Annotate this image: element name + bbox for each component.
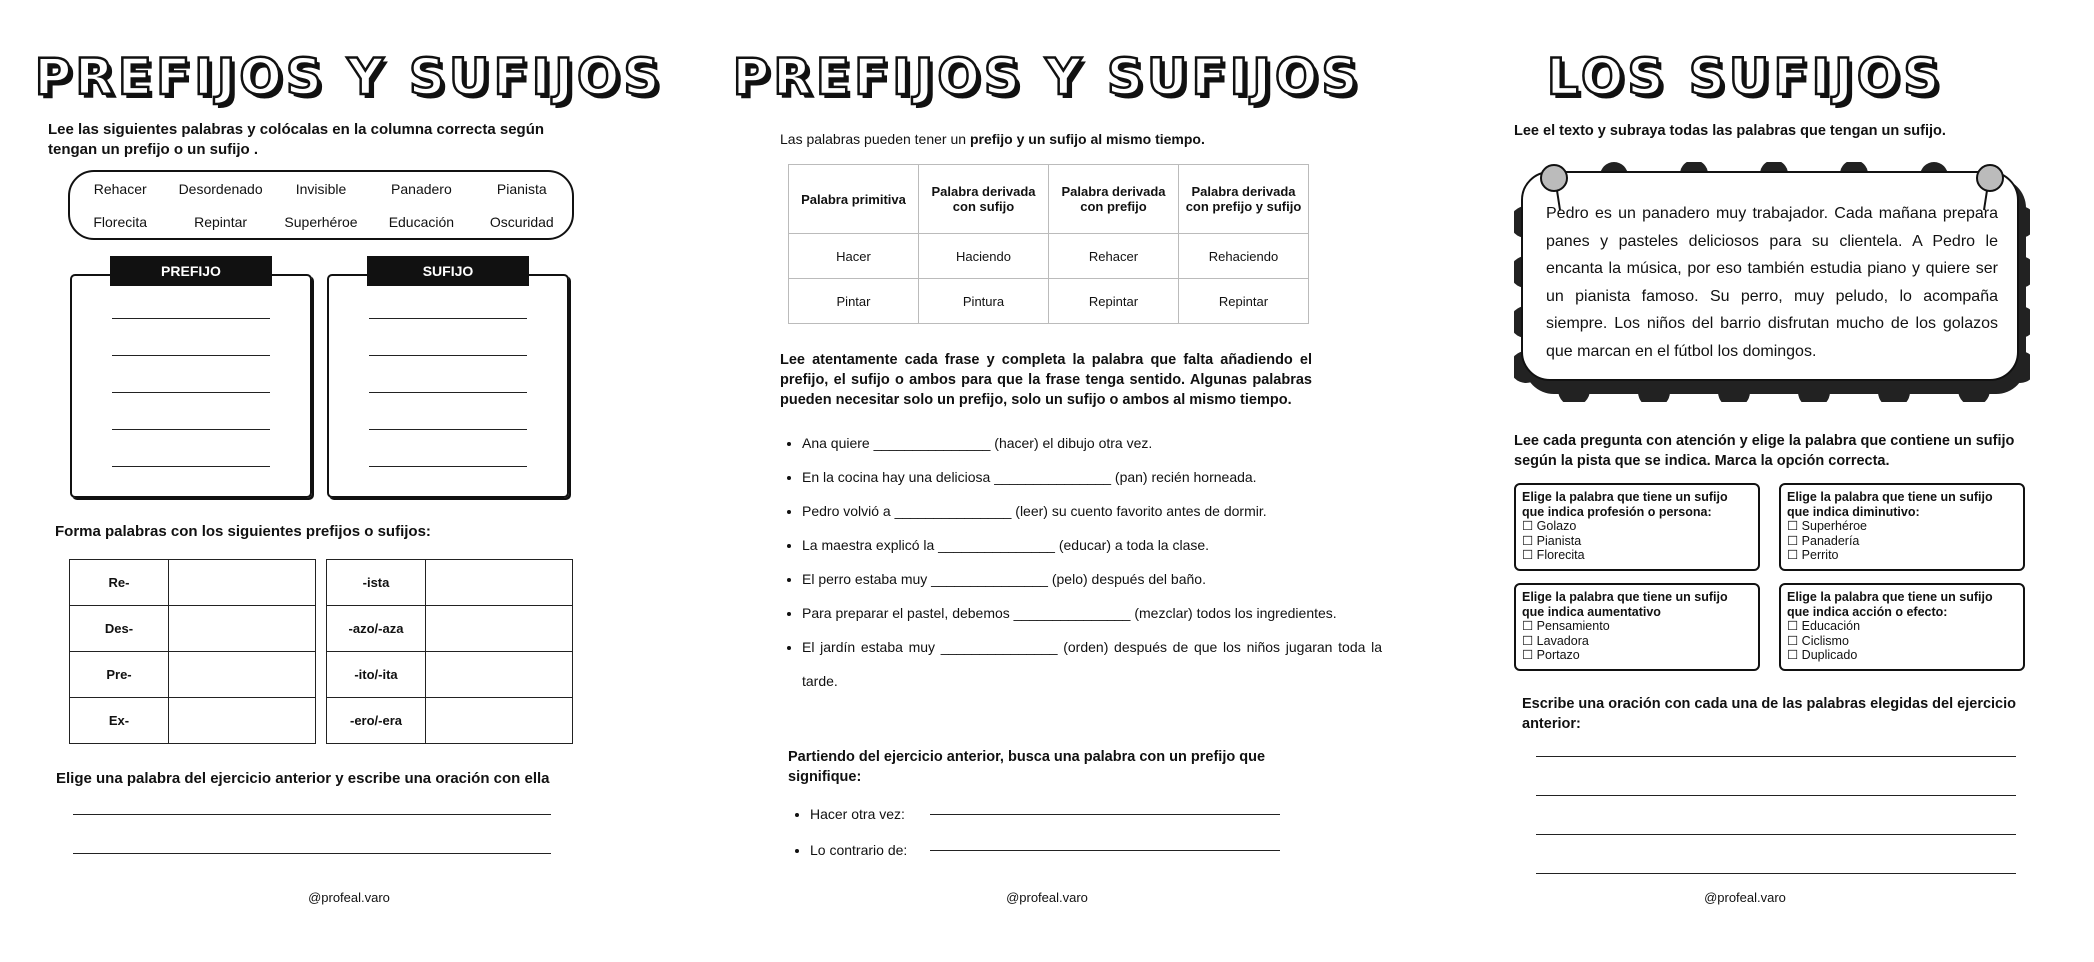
column-header: Palabra derivada con prefijo y sufijo: [1179, 165, 1309, 234]
column-header: Palabra derivada con sufijo: [919, 165, 1049, 234]
table-row: [789, 234, 1309, 279]
answer-line[interactable]: [369, 392, 527, 393]
instruction-classify: Lee las siguientes palabras y colócalas en la columna correcta según tengan un prefijo o un sufijo .: [48, 121, 545, 158]
option-checkbox[interactable]: ☐ Superhéroe: [1787, 519, 1868, 533]
suffix-cell: -ito/-ita: [327, 652, 426, 698]
instruction-write-sentences: Escribe una oración con cada una de las palabras elegidas del ejercicio anterior:: [1522, 696, 2017, 732]
page-title: PREFIJOS Y SUFIJOS: [732, 48, 1362, 106]
instruction-complete: Lee atentamente cada frase y completa la palabra que falta añadiendo el prefijo, el sufijo o ambos para que la frase tenga sentido. Algunas palabras pueden necesitar solo un prefijo, solo un sufijo o ambos al mismo tiempo.: [780, 352, 1312, 408]
sentence-item[interactable]: • En la cocina hay una deliciosa _______________ (pan) recién horneada.: [802, 460, 1382, 494]
question-text: Elige la palabra que tiene un sufijo que indica diminutivo:: [1787, 490, 1993, 519]
instruction-write-sentence: Elige una palabra del ejercicio anterior y escribe una oración con ella: [56, 770, 550, 787]
worksheet-page-3: [1396, 0, 2094, 962]
suffix-table: [326, 559, 573, 744]
answer-line[interactable]: [930, 850, 1280, 851]
prefix-cell: Ex-: [70, 698, 169, 744]
table-cell: Rehacer: [1049, 234, 1179, 279]
answer-line[interactable]: [112, 318, 270, 319]
page-title: PREFIJOS Y SUFIJOS: [34, 48, 664, 106]
suffix-column: [327, 263, 569, 498]
column-header: Palabra primitiva: [789, 165, 919, 234]
prefix-cell: Pre-: [70, 652, 169, 698]
answer-line[interactable]: [369, 429, 527, 430]
footer-credit: @profeal.varo: [1006, 890, 1088, 905]
hint-item: [810, 796, 1410, 832]
question-text: Elige la palabra que tiene un sufijo que indica acción o efecto:: [1787, 590, 1993, 619]
instruction-underline: Lee el texto y subraya todas las palabras que tengan un sufijo.: [1514, 123, 1946, 139]
suffix-cell: -ero/-era: [327, 698, 426, 744]
answer-cell[interactable]: [426, 698, 573, 744]
prefix-cell: Des-: [70, 606, 169, 652]
prefix-cell: Re-: [70, 560, 169, 606]
table-row: [789, 279, 1309, 324]
question-card: [1779, 583, 2025, 671]
table-cell: Haciendo: [919, 234, 1049, 279]
question-text: Elige la palabra que tiene un sufijo que indica aumentativo: [1522, 590, 1728, 619]
writing-line[interactable]: [1536, 756, 2016, 757]
footer-credit: @profeal.varo: [308, 890, 390, 905]
option-checkbox[interactable]: ☐ Pianista: [1522, 533, 1582, 548]
writing-line[interactable]: [1536, 873, 2016, 874]
hint-label: Lo contrario de:: [810, 842, 908, 858]
answer-cell[interactable]: [169, 698, 316, 744]
page-title: LOS SUFIJOS: [1546, 48, 1944, 106]
table-cell: Hacer: [789, 234, 919, 279]
footer-credit: @profeal.varo: [1704, 890, 1786, 905]
option-checkbox[interactable]: ☐ Ciclismo: [1787, 633, 1849, 648]
option-checkbox[interactable]: ☐ Duplicado: [1787, 648, 1858, 662]
sentence-item[interactable]: • Pedro volvió a _______________ (leer) su cuento favorito antes de dormir.: [802, 494, 1382, 528]
answer-line[interactable]: [369, 318, 527, 319]
instruction-form-words: Forma palabras con los siguientes prefijos o sufijos:: [55, 523, 431, 540]
option-checkbox[interactable]: ☐ Pensamiento: [1522, 619, 1610, 633]
option-checkbox[interactable]: ☐ Educación: [1787, 619, 1861, 633]
intro-text: [780, 131, 1205, 147]
answer-cell[interactable]: [169, 560, 316, 606]
sentence-item[interactable]: • Para preparar el pastel, debemos _______________ (mezclar) todos los ingredientes.: [802, 596, 1382, 630]
prefix-column-label: PREFIJO: [110, 256, 272, 286]
answer-line[interactable]: [112, 429, 270, 430]
word-bank-item: Invisible: [295, 180, 347, 197]
table-cell: Rehaciendo: [1179, 234, 1309, 279]
question-text: Elige la palabra que tiene un sufijo que indica profesión o persona:: [1522, 490, 1728, 519]
hint-label: Hacer otra vez:: [810, 806, 905, 822]
answer-line[interactable]: [112, 355, 270, 356]
answer-cell[interactable]: [426, 560, 573, 606]
hint-item: [810, 832, 1410, 868]
intro-bold: prefijo y un sufijo al mismo tiempo.: [969, 131, 1205, 147]
hint-list: [792, 796, 1410, 868]
option-checkbox[interactable]: ☐ Panadería: [1787, 533, 1860, 548]
answer-cell[interactable]: [426, 652, 573, 698]
table-cell: Repintar: [1179, 279, 1309, 324]
instruction-find-prefix: Partiendo del ejercicio anterior, busca una palabra con un prefijo que signifique:: [788, 749, 1266, 785]
option-checkbox[interactable]: ☐ Perrito: [1787, 548, 1839, 562]
word-bank-item: Desordenado: [178, 180, 263, 197]
answer-line[interactable]: [112, 392, 270, 393]
word-bank-item: Panadero: [391, 180, 452, 197]
sentence-item[interactable]: • La maestra explicó la _______________ (educar) a toda la clase.: [802, 528, 1382, 562]
answer-cell[interactable]: [169, 606, 316, 652]
writing-line[interactable]: [1536, 795, 2016, 796]
prefix-column: [70, 263, 312, 498]
word-bank-item: Oscuridad: [489, 213, 554, 230]
table-cell: Pintar: [789, 279, 919, 324]
question-card: [1514, 483, 1760, 571]
intro-plain: Las palabras pueden tener un: [780, 131, 970, 147]
worksheet-page-2: [698, 0, 1396, 962]
sentence-list: [784, 426, 1382, 698]
question-card: [1514, 583, 1760, 671]
story-text: Pedro es un panadero muy trabajador. Cada mañana prepara panes y pasteles deliciosos para su clientela. A Pedro le encanta la música, por eso también estudia piano y quiere ser un pianista famoso. Su perro, muy peludo, lo acompaña siempre. Los niños del barrio disfrutan mucho de los golazos que marcan en el fútbol los domingos.: [1546, 205, 1998, 360]
answer-line[interactable]: [930, 814, 1280, 815]
writing-line[interactable]: [73, 814, 551, 815]
word-bank-item: Superhéroe: [284, 213, 358, 230]
answer-cell[interactable]: [169, 652, 316, 698]
word-bank-item: Repintar: [194, 213, 248, 230]
suffix-column-label: SUFIJO: [367, 256, 529, 286]
answer-cell[interactable]: [426, 606, 573, 652]
table-cell: Pintura: [919, 279, 1049, 324]
sentence-item[interactable]: • El jardín estaba muy _______________ (orden) después de que los niños jugaran toda la tarde.: [802, 630, 1382, 698]
writing-line[interactable]: [1536, 834, 2016, 835]
word-bank: [68, 170, 574, 240]
word-bank-item: Rehacer: [93, 180, 147, 197]
option-checkbox[interactable]: ☐ Golazo: [1522, 519, 1577, 533]
writing-line[interactable]: [73, 853, 551, 854]
option-checkbox[interactable]: ☐ Florecita: [1522, 548, 1585, 562]
question-card: [1779, 483, 2025, 571]
instruction-choose: Lee cada pregunta con atención y elige la palabra que contiene un sufijo según la pista que se indica. Marca la opción correcta.: [1514, 433, 2015, 469]
option-checkbox[interactable]: ☐ Portazo: [1522, 648, 1580, 662]
word-bank-item: Florecita: [93, 213, 148, 230]
sentence-item[interactable]: • Ana quiere _______________ (hacer) el dibujo otra vez.: [802, 426, 1382, 460]
worksheet-page-1: [0, 0, 698, 962]
table-cell: Repintar: [1049, 279, 1179, 324]
column-header: Palabra derivada con prefijo: [1049, 165, 1179, 234]
option-checkbox[interactable]: ☐ Lavadora: [1522, 633, 1589, 648]
suffix-cell: -azo/-aza: [327, 606, 426, 652]
answer-line[interactable]: [112, 466, 270, 467]
prefix-table: [69, 559, 316, 744]
sentence-item[interactable]: • El perro estaba muy _______________ (pelo) después del baño.: [802, 562, 1382, 596]
derivation-table: [788, 164, 1309, 324]
word-bank-item: Pianista: [496, 180, 547, 197]
suffix-cell: -ista: [327, 560, 426, 606]
word-bank-item: Educación: [388, 213, 455, 230]
answer-line[interactable]: [369, 355, 527, 356]
answer-line[interactable]: [369, 466, 527, 467]
